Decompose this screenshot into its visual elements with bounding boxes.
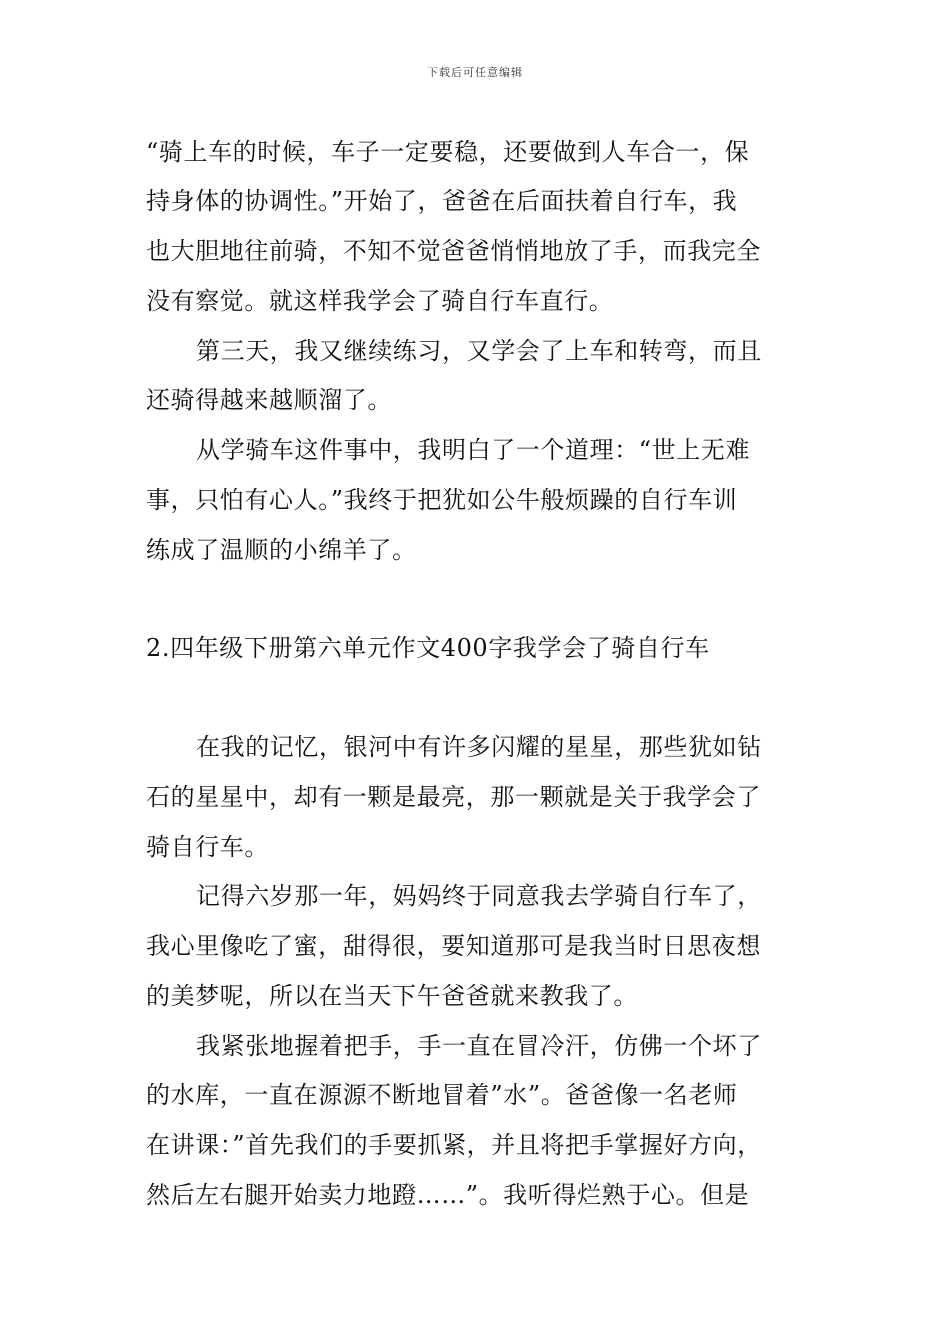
paragraph-4-line: 石的星星中，却有一颗是最亮，那一颗就是关于我学会了 [146, 783, 761, 811]
paragraph-2-line: 还骑得越来越顺溜了。 [146, 386, 392, 414]
paragraph-6-line: 我紧张地握着把手，手一直在冒冷汗，仿佛一个坏了 [196, 1032, 762, 1060]
paragraph-6-line: 的水库，一直在源源不断地冒着”水”。爸爸像一名老师 [146, 1081, 738, 1109]
paragraph-1-line: 持身体的协调性。”开始了，爸爸在后面扶着自行车，我 [146, 187, 738, 215]
paragraph-5-line: 我心里像吃了蜜，甜得很，要知道那可是我当时日思夜想 [146, 932, 761, 960]
paragraph-3-line: 练成了温顺的小绵羊了。 [146, 536, 417, 564]
paragraph-5-line: 的美梦呢，所以在当天下午爸爸就来教我了。 [146, 982, 638, 1010]
paragraph-1-line: 没有察觉。就这样我学会了骑自行车直行。 [146, 287, 614, 315]
paragraph-3-line: 从学骑车这件事中，我明白了一个道理：“世上无难 [196, 436, 751, 464]
paragraph-1-line: “骑上车的时候，车子一定要稳，还要做到人车合一，保 [146, 138, 750, 166]
paragraph-3-line: 事，只怕有心人。”我终于把犹如公牛般烦躁的自行车训 [146, 486, 738, 514]
paragraph-6-line: 在讲课：”首先我们的手要抓紧，并且将把手掌握好方向， [146, 1131, 762, 1159]
page-header: 下载后可任意编辑 [427, 66, 523, 79]
paragraph-2-line: 第三天，我又继续练习，又学会了上车和转弯，而且 [196, 337, 762, 365]
paragraph-4-line: 在我的记忆，银河中有许多闪耀的星星，那些犹如钻 [196, 733, 762, 761]
paragraph-4-line: 骑自行车。 [146, 833, 269, 861]
paragraph-5-line: 记得六岁那一年，妈妈终于同意我去学骑自行车了， [196, 882, 762, 910]
section-title: 2.四年级下册第六单元作文400字我学会了骑自行车 [146, 634, 710, 662]
paragraph-1-line: 也大胆地往前骑，不知不觉爸爸悄悄地放了手，而我完全 [146, 237, 761, 265]
paragraph-6-line: 然后左右腿开始卖力地蹬……”。我听得烂熟于心。但是 [146, 1181, 750, 1209]
